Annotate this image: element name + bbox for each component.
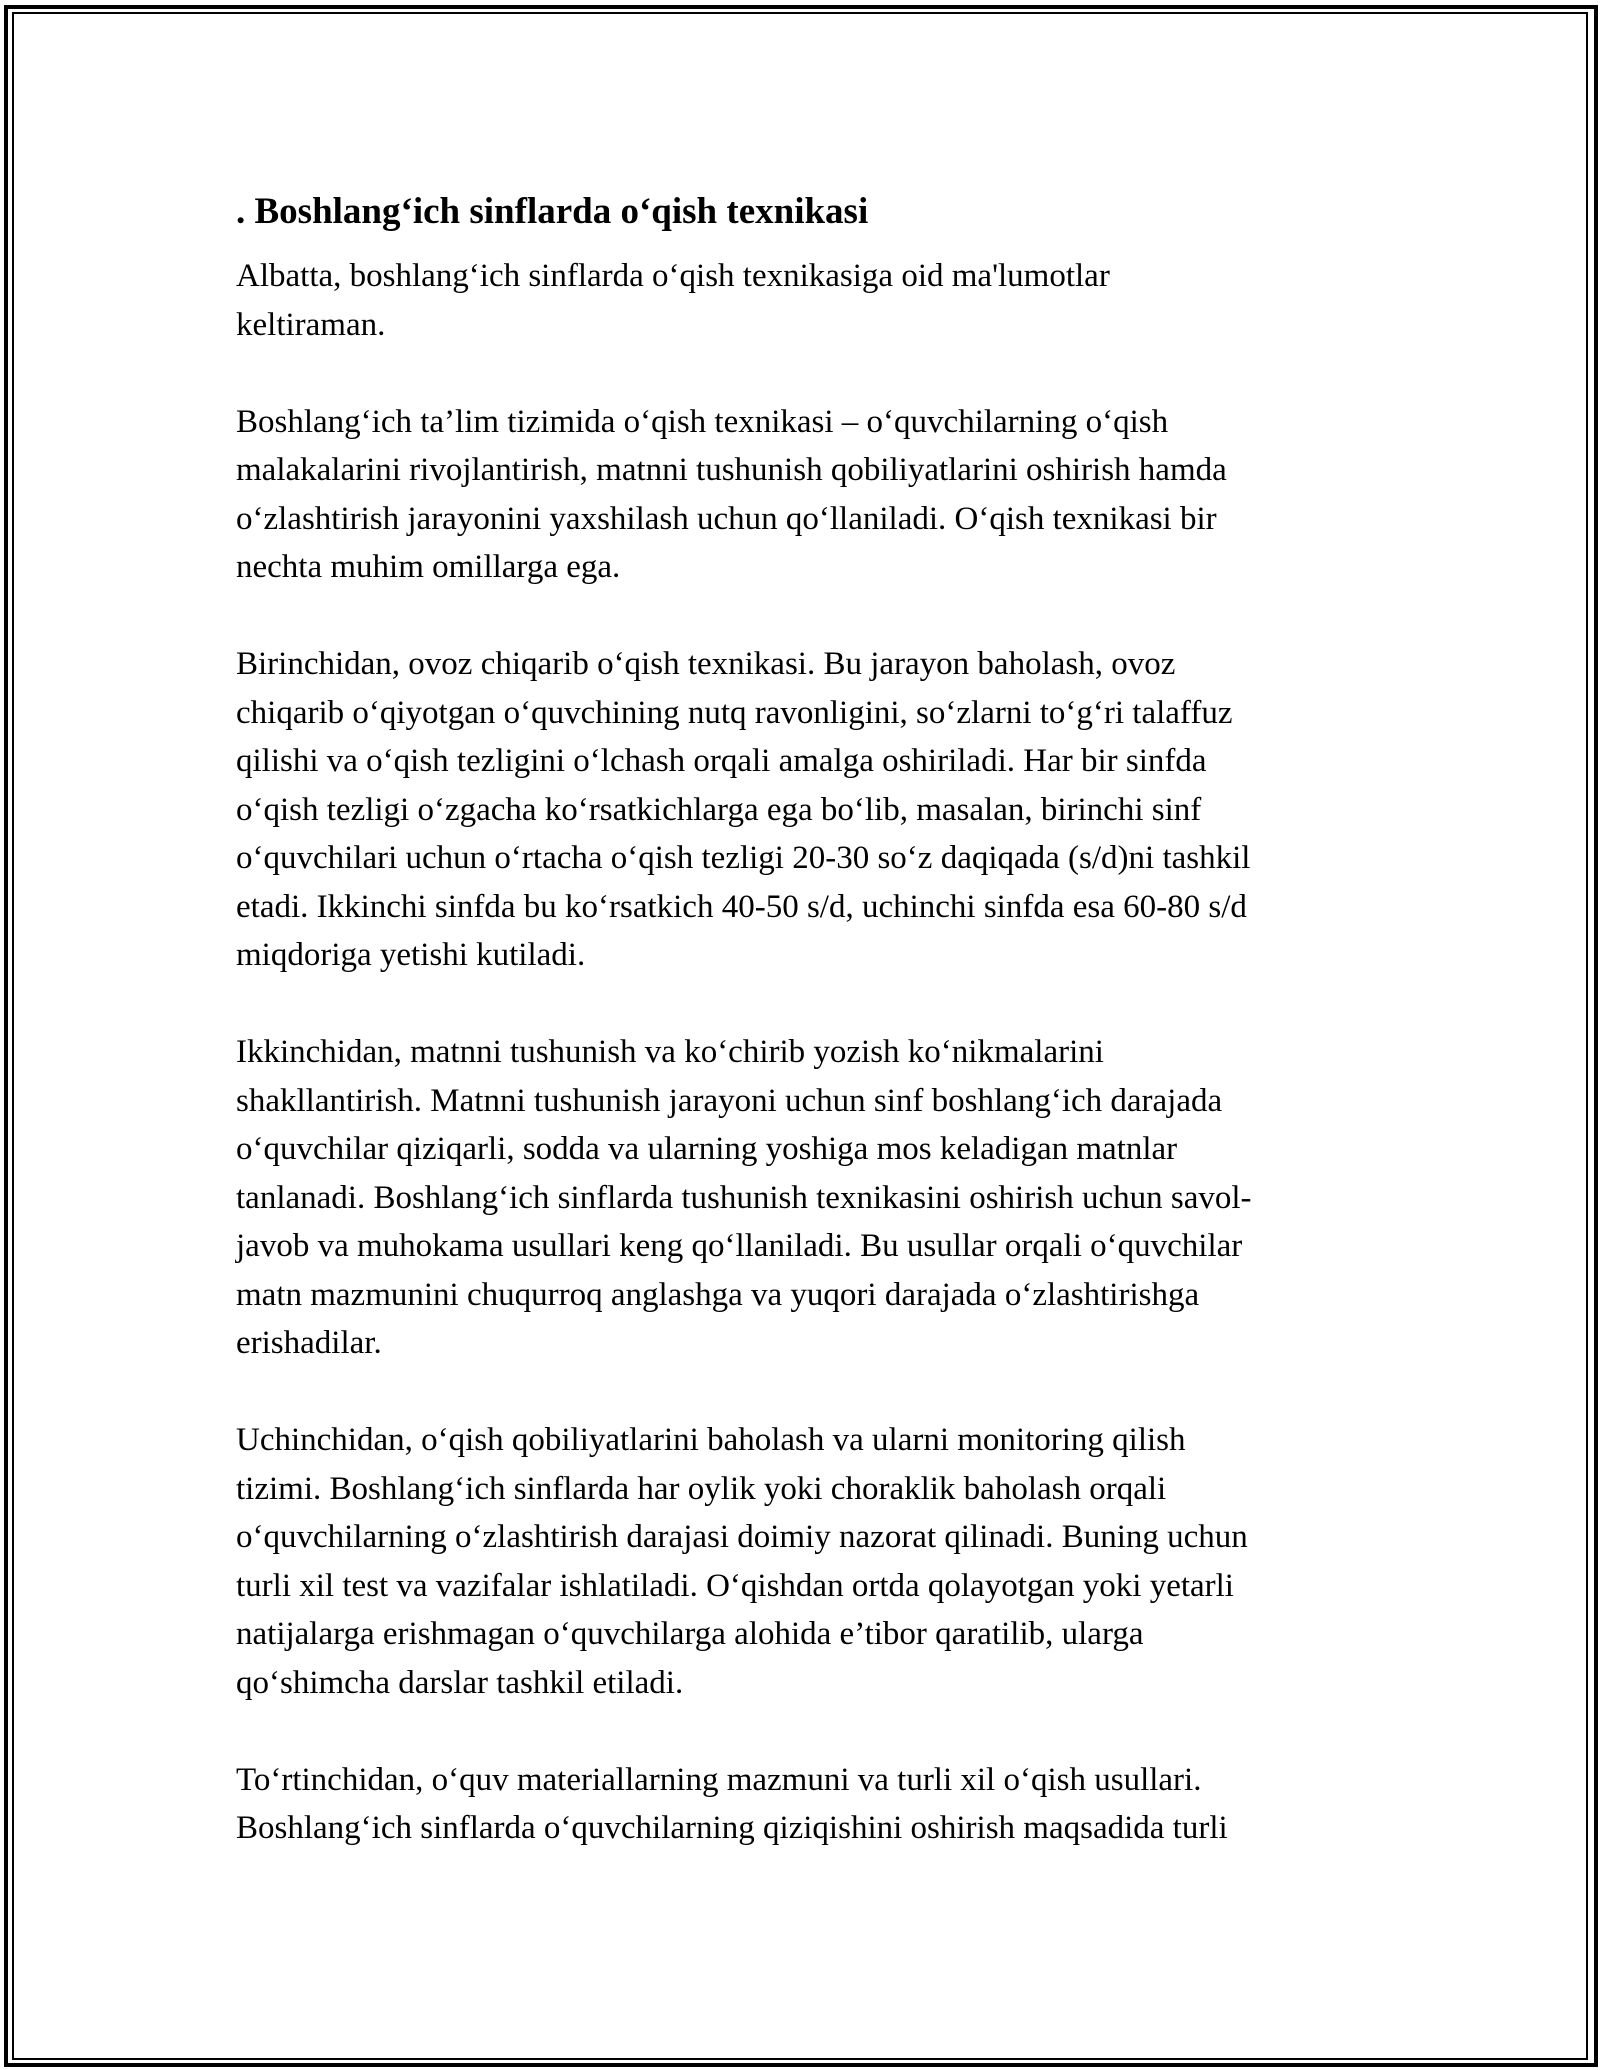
text-line: shakllantirish. Matnni tushunish jarayoni uchun sinf boshlang‘ich darajada [236,1082,1223,1119]
text-line: Boshlang‘ich ta’lim tizimida o‘qish texnikasi – o‘quvchilarning o‘qish [236,403,1169,440]
paragraph-third [236,1416,1376,1707]
text-line: javob va muhokama usullari keng qo‘llaniladi. Bu usullar orqali o‘quvchilar [236,1228,1243,1264]
text-line: Uchinchidan, o‘qish qobiliyatlarini baholash va ularni monitoring qilish [236,1422,1186,1458]
text-line: o‘zlashtirish jarayonini yaxshilash uchun qo‘llaniladi. O‘qish texnikasi bir [236,500,1217,537]
text-line: Albatta, boshlang‘ich sinflarda o‘qish texnikasiga oid ma'lumotlar [236,258,1110,294]
paragraph-fourth [236,1756,1376,1853]
text-line: turli xil test va vazifalar ishlatiladi. O‘qishdan ortda qolayotgan yoki yetarli [236,1567,1234,1604]
text-line: qilishi va o‘qish tezligini o‘lchash orqali amalga oshiriladi. Har bir sinfda [236,743,1207,779]
paragraph-first [236,640,1376,980]
text-line: o‘qish tezligi o‘zgacha ko‘rsatkichlarga ega bo‘lib, masalan, birinchi sinf [236,791,1202,828]
text-line: matn mazmunini chuqurroq anglashga va yuqori darajada o‘zlashtirishga [236,1276,1200,1313]
text-line: tizimi. Boshlang‘ich sinflarda har oylik yoki choraklik baholash orqali [236,1470,1167,1507]
text-line: nechta muhim omillarga ega. [236,549,621,585]
text-line: o‘quvchilari uchun o‘rtacha o‘qish tezligi 20-30 so‘z daqiqada (s/d)ni tashkil [236,840,1251,876]
paragraph-second [236,1028,1376,1368]
document-title: . Boshlang‘ich sinflarda o‘qish texnikasi [236,191,869,232]
text-line: o‘quvchilar qiziqarli, sodda va ularning yoshiga mos keladigan matnlar [236,1131,1178,1167]
text-line: etadi. Ikkinchi sinfda bu ko‘rsatkich 40-50 s/d, uchinchi sinfda esa 60-80 s/d [236,888,1247,925]
text-line: malakalarini rivojlantirish, matnni tushunish qobiliyatlarini oshirish hamda [236,452,1227,488]
text-line: natijalarga erishmagan o‘quvchilarga alohida e’tibor qaratilib, ularga [236,1616,1144,1652]
text-line: o‘quvchilarning o‘zlashtirish darajasi doimiy nazorat qilinadi. Buning uchun [236,1519,1248,1555]
document-body [236,188,1376,1901]
text-line: Birinchidan, ovoz chiqarib o‘qish texnikasi. Bu jarayon baholash, ovoz [236,646,1176,682]
text-line: keltiraman. [236,306,386,343]
paragraph-overview [236,398,1376,592]
text-line: tanlanadi. Boshlang‘ich sinflarda tushunish texnikasini oshirish uchun savol- [236,1179,1252,1216]
text-line: miqdoriga yetishi kutiladi. [236,937,586,973]
text-line: Boshlang‘ich sinflarda o‘quvchilarning qiziqishini oshirish maqsadida turli [236,1810,1228,1846]
text-line: chiqarib o‘qiyotgan o‘quvchining nutq ravonligini, so‘zlarni to‘g‘ri talaffuz [236,694,1233,731]
text-line: To‘rtinchidan, o‘quv materiallarning mazmuni va turli xil o‘qish usullari. [236,1761,1202,1798]
text-line: qo‘shimcha darslar tashkil etiladi. [236,1664,684,1701]
paragraph-intro [236,252,1376,349]
text-line: Ikkinchidan, matnni tushunish va ko‘chirib yozish ko‘nikmalarini [236,1034,1104,1070]
text-line: erishadilar. [236,1325,382,1361]
